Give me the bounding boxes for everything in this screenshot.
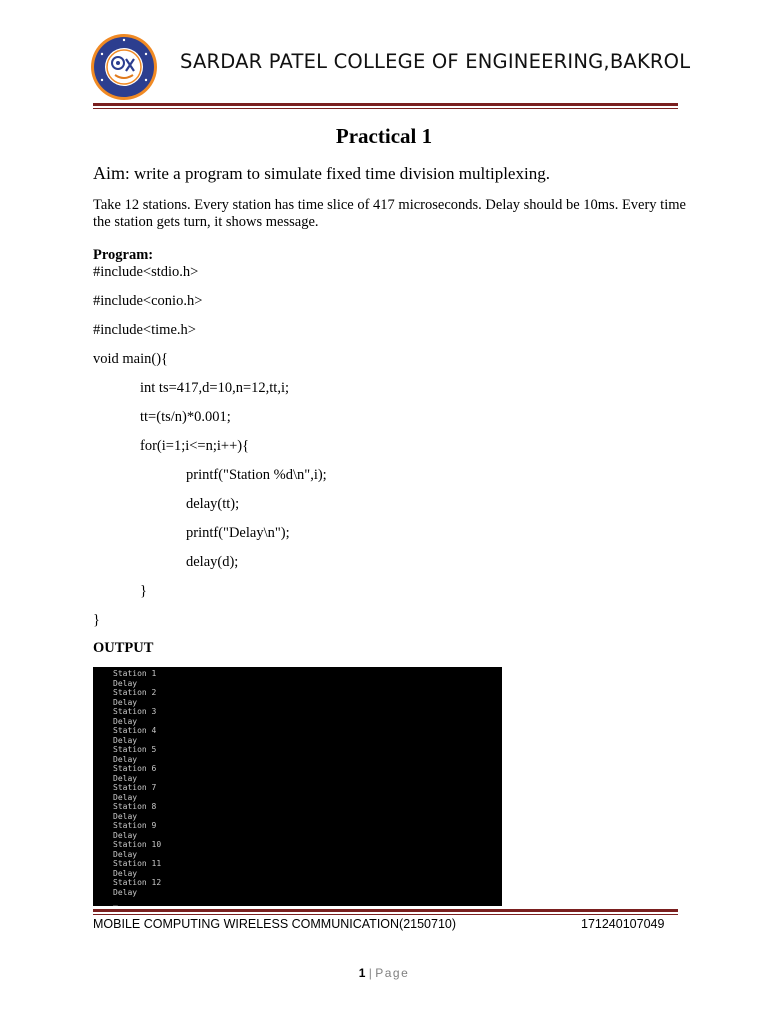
page-number-separator: | xyxy=(368,966,372,980)
console-line: Station 3 xyxy=(113,707,157,716)
college-title: SARDAR PATEL COLLEGE OF ENGINEERING,BAKROL xyxy=(180,50,691,73)
console-line: Station 12 xyxy=(113,878,162,887)
page-number-value: 1 xyxy=(358,966,366,980)
footer-course-name: MOBILE COMPUTING WIRELESS COMMUNICATION(2150710) xyxy=(93,917,457,931)
console-line: Delay xyxy=(113,678,138,688)
page-number-label: Page xyxy=(375,966,410,980)
console-line: Delay xyxy=(113,754,138,764)
code-line: printf("Station %d\n",i); xyxy=(186,467,327,483)
code-line: tt=(ts/n)*0.001; xyxy=(140,409,231,425)
console-line: Station 9 xyxy=(113,821,157,830)
console-line: Station 5 xyxy=(113,745,157,754)
console-line: Delay xyxy=(113,887,138,897)
console-line: Station 11 xyxy=(113,859,162,868)
console-line: Station 6 xyxy=(113,764,157,773)
console-line: Delay xyxy=(113,811,138,821)
problem-description: Take 12 stations. Every station has time slice of 417 microseconds. Delay should be 10ms. Every time the station gets turn, it shows message. xyxy=(93,197,686,230)
console-line: Delay xyxy=(113,773,138,783)
console-line: Delay xyxy=(113,792,138,802)
code-line: printf("Delay\n"); xyxy=(186,525,290,541)
footer-divider-thin xyxy=(93,914,678,915)
console-line: Station 8 xyxy=(113,802,157,811)
code-line: #include<time.h> xyxy=(93,322,196,338)
output-heading: OUTPUT xyxy=(93,640,154,656)
console-line: Delay xyxy=(113,735,138,745)
header-divider xyxy=(93,103,678,106)
aim-text: : write a program to simulate fixed time division multiplexing. xyxy=(125,164,550,183)
console-line: Delay xyxy=(113,868,138,878)
code-line: #include<stdio.h> xyxy=(93,264,199,280)
code-line: delay(tt); xyxy=(186,496,240,512)
code-line: void main(){ xyxy=(93,351,169,367)
console-line: Station 7 xyxy=(113,783,157,792)
footer-enrollment-number: 171240107049 xyxy=(581,917,665,931)
program-heading: Program: xyxy=(93,247,154,263)
practical-title: Practical 1 xyxy=(335,124,433,148)
page-header xyxy=(0,0,768,110)
page-number xyxy=(0,966,768,980)
console-line: Station 1 xyxy=(113,669,157,678)
console-line: Delay xyxy=(113,716,138,726)
console-line: Delay xyxy=(113,849,138,859)
code-line: } xyxy=(140,583,147,599)
aim-label: Aim xyxy=(93,163,126,183)
console-line: Delay xyxy=(113,830,138,840)
college-seal-logo xyxy=(89,32,159,102)
header-divider-thin xyxy=(93,108,678,109)
code-line: #include<conio.h> xyxy=(93,293,203,309)
console-line: Station 2 xyxy=(113,688,157,697)
console-line: Station 10 xyxy=(113,840,162,849)
code-line: for(i=1;i<=n;i++){ xyxy=(140,438,250,454)
console-line: Delay xyxy=(113,697,138,707)
console-output-screenshot xyxy=(93,667,502,906)
code-line: delay(d); xyxy=(186,554,239,570)
aim-statement xyxy=(93,163,550,184)
code-line: int ts=417,d=10,n=12,tt,i; xyxy=(140,380,290,396)
console-line: Station 4 xyxy=(113,726,157,735)
code-line: } xyxy=(93,612,100,628)
footer-divider xyxy=(93,909,678,912)
console-line: _ xyxy=(113,897,118,906)
